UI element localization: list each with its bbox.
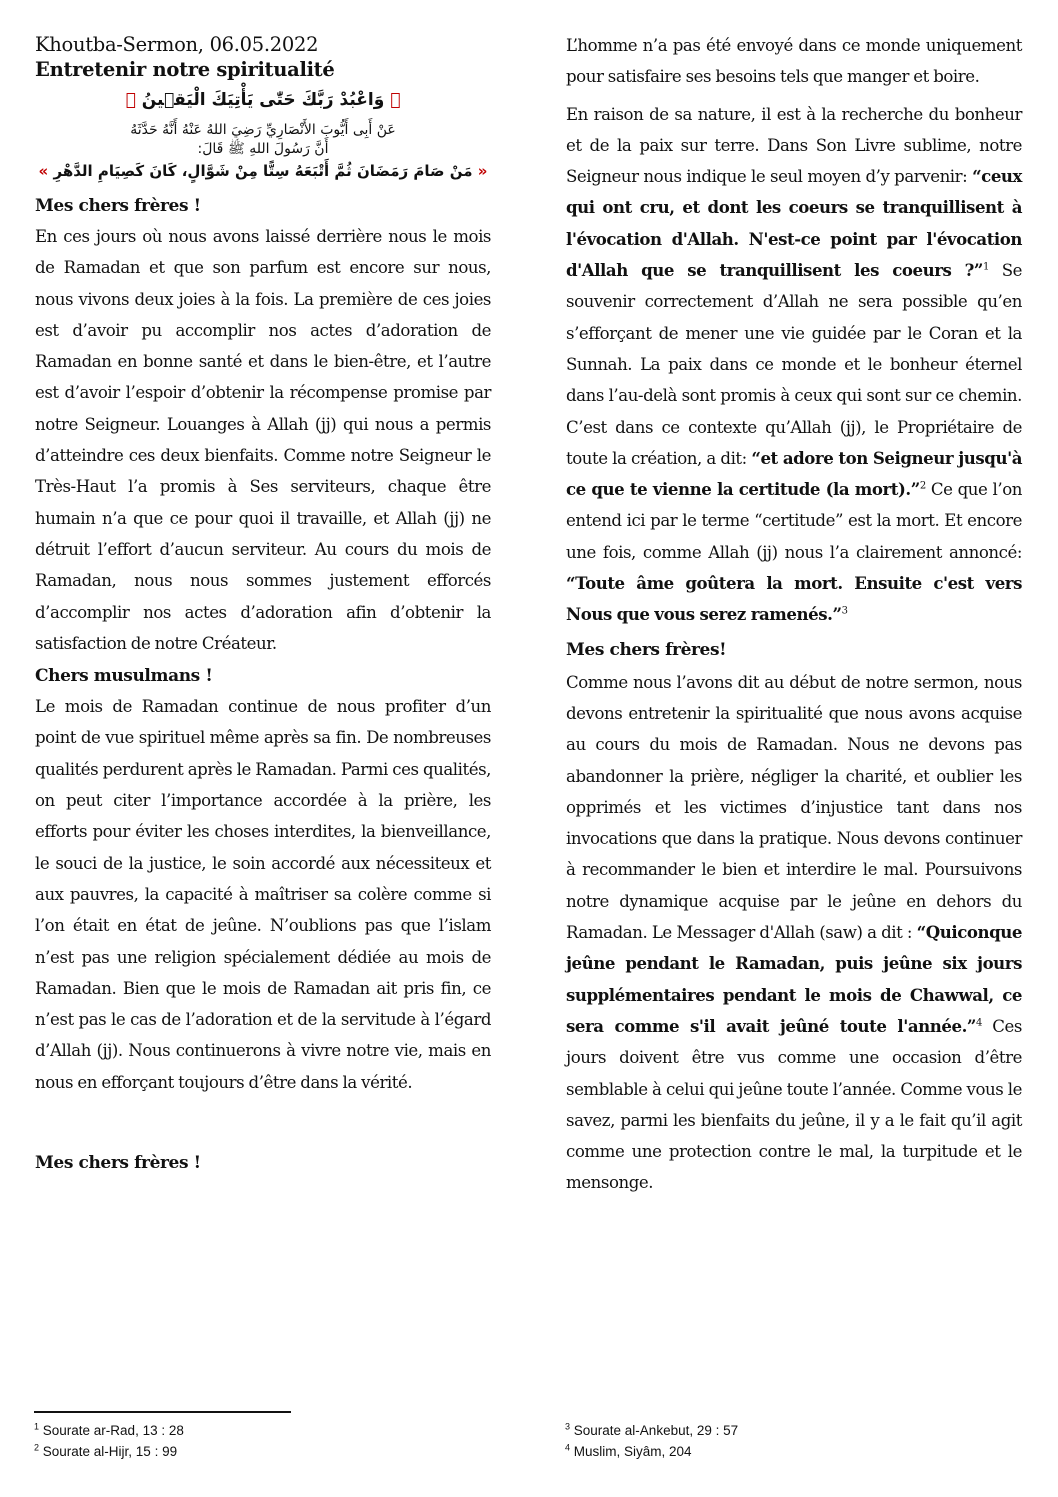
paragraph: Le mois de Ramadan continue de nous profiter d’un point de vue spirituel même après sa fin. De nombreuses qualités perdurent après le Ramadan. Parmi ces qualités, on peut citer l’importance accordée à la prière, les efforts pour éviter les choses interdites, la bienveillance, le souci de la justice, le soin accordé aux nécessiteux et aux pauvres, la capacité à maîtriser sa colère comme si l’on était en état de jeûne. N’oublions pas que l’islam n’est pas une religion spécialement dédiée au mois de Ramadan. Bien que le mois de Ramadan ait pris fin, ce n’est pas le cas de l’adoration et de la servitude à l’égard d’Allah (jj). Nous continuerons à vivre notre vie, mais en nous en efforçant toujours d’être dans la vérité. <box>35 697 491 1092</box>
paragraph-text: Comme nous l’avons dit au début de notre sermon, nous devons entretenir la spiritualité que nous avons acquise au cours du mois de Ramadan. Nous ne devons pas abandonner la prière, négliger la charité, et oublier les opprimés et les victimes d’injustice tant dans nos invocations que dans la pratique. Nous devons continuer à recommander le bien et interdire le mal. Poursuivons notre dynamique acquise par le jeûne en dehors du Ramadan. Le Messager d'Allah (saw) a dit : <box>566 672 1022 943</box>
right-column <box>566 30 1022 1199</box>
paragraph-text: Ce que l’on entend ici par le terme “certitude” est la mort. Et encore une fois, comme Allah (jj) nous l’a clairement annoncé: <box>566 480 1022 562</box>
footnote-text: Sourate ar-Rad, 13 : 28 <box>39 1423 184 1438</box>
hadith-quote-open: « <box>477 162 488 180</box>
footnote-text: Muslim, Siyâm, 204 <box>570 1444 692 1459</box>
paragraph-text: Se souvenir correctement d’Allah ne sera possible qu’en s’efforçant de mener une vie guidée par le Coran et la Sunnah. La paix dans ce monde et le bonheur éternel dans l’au-delà sont promis à ceux qui sont sur ce chemin. C’est dans ce contexte qu’Allah (jj), le Propriétaire de toute la création, a dit: <box>566 261 1022 468</box>
footnote-4 <box>565 1443 692 1460</box>
footnote-number: 2 <box>34 1442 40 1453</box>
footnote-ref[interactable]: 2 <box>919 480 926 492</box>
verse-bracket-close: ﴾ <box>125 90 136 110</box>
footnote-number: 4 <box>565 1442 571 1453</box>
hadith-quote-french: “Quiconque jeûne pendant le Ramadan, puis jeûne six jours supplémentaires pendant le mois de Chawwal, ce sera comme s'il avait jeûné toute l'année.” <box>566 922 1022 1036</box>
paragraph: En ces jours où nous avons laissé derrière nous le mois de Ramadan et que son parfum est encore sur nous, nous vivons deux joies à la fois. La première de ces joies est d’avoir pu accomplir nos actes d’adoration de Ramadan en bonne santé et dans le bien-être, et l’autre est d’avoir l’espoir d’obtenir la récompense promise par notre Seigneur. Louanges à Allah (jj) qui nous a permis d’atteindre ces deux bienfaits. Comme notre Seigneur le Très-Haut l’a promis à Ses serviteurs, chaque être humain n’a que ce pour quoi il travaille, et Allah (jj) ne détruit l’effort d’aucun serviteur. Au cours du mois de Ramadan, nous nous sommes justement efforcés d’accomplir nos actes d’adoration afin d’obtenir la satisfaction de notre Créateur. <box>35 227 491 653</box>
quran-quote: “ceux qui ont cru, et dont les coeurs se tranquillisent à l'évocation d'Allah. N'est-ce point par l'évocation d'Allah que se tranquillisent les coeurs ?” <box>566 166 1022 281</box>
paragraph-text: En raison de sa nature, il est à la recherche du bonheur et de la paix sur terre. Dans Son Livre sublime, notre Seigneur nous indique le seul moyen d’y parvenir: <box>566 104 1022 187</box>
footnote-number: 3 <box>565 1421 571 1432</box>
footnote-2 <box>34 1443 177 1460</box>
quran-quote: “et adore ton Seigneur jusqu'à ce que te vienne la certitude (la mort).” <box>566 447 1022 500</box>
hadith-quote <box>35 159 491 183</box>
quran-quote: “Toute âme goûtera la mort. Ensuite c'est vers Nous que vous serez ramenés.” <box>566 573 1022 625</box>
footnote-3 <box>565 1422 738 1439</box>
footnote-ref[interactable]: 4 <box>976 1017 982 1029</box>
verse-text: وَاعْبُدْ رَبَّكَ حَتّٰى يَأْتِيَكَ الْيَق۪ينُ <box>141 90 385 110</box>
paragraph <box>566 667 1022 1199</box>
section-heading: Mes chers frères ! <box>35 1153 201 1174</box>
footnote-1 <box>34 1422 184 1439</box>
hadith-quote-text: مَنْ صَامَ رَمَضَانَ ثُمَّ أَتْبَعَهُ سِتًّا مِنْ شَوَّالٍ، كَانَ كَصِيَامِ الدَّهْرِ <box>53 162 473 180</box>
paragraph <box>566 99 1022 631</box>
footnote-ref[interactable]: 1 <box>983 261 989 273</box>
verse-bracket-open: ﴿ <box>390 90 401 110</box>
footnote-separator <box>34 1411 291 1413</box>
section-heading: Chers musulmans ! <box>35 666 213 687</box>
section-heading: Mes chers frères ! <box>35 196 201 216</box>
footnote-text: Sourate al-Hijr, 15 : 99 <box>39 1444 178 1459</box>
footnote-text: Sourate al-Ankebut, 29 : 57 <box>570 1423 739 1438</box>
hadith-narration-line-2: أَنَّ رَسُولَ اللهِ ﷺ قَالَ: <box>197 141 329 157</box>
section-heading: Mes chers frères! <box>566 639 727 660</box>
quran-verse <box>35 85 491 115</box>
footnote-ref[interactable]: 3 <box>841 605 848 617</box>
hadith-narration-line-1: عَنْ أَبِى أَيُّوبَ الأَنْصَارِيِّ رَضِيَ اللهُ عَنْهُ أَنَّهُ حَدَّثَهُ <box>130 122 396 138</box>
hadith-quote-close: » <box>38 162 49 180</box>
footnote-number: 1 <box>34 1421 40 1432</box>
sermon-title: Entretenir notre spiritualité <box>35 58 335 81</box>
paragraph-text: Ces jours doivent être vus comme une occasion d’être semblable à celui qui jeûne toute l’année. Comme vous le savez, parmi les bienfaits du jeûne, il y a le fait qu’il agit comme une protection contre le mal, la turpitude et le mensonge. <box>566 1016 1022 1193</box>
sermon-date: Khoutba-Sermon, 06.05.2022 <box>35 33 319 56</box>
left-column <box>35 30 491 1176</box>
paragraph: L’homme n’a pas été envoyé dans ce monde uniquement pour satisfaire ses besoins tels que manger et boire. <box>566 36 1022 87</box>
